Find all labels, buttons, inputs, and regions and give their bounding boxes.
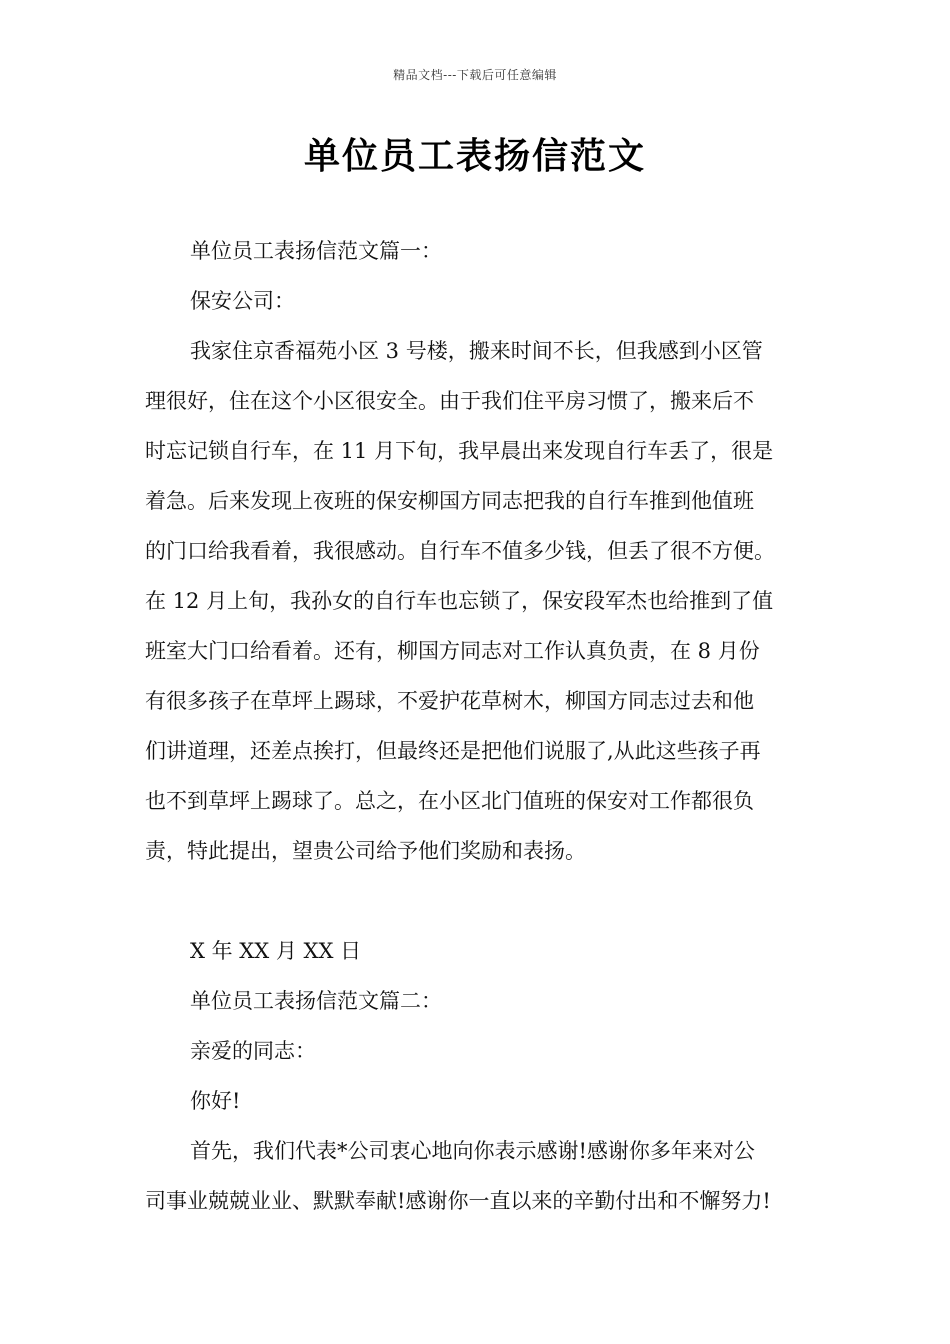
header-note: 精品文档---下载后可任意编辑 — [393, 68, 557, 82]
section-heading-one: 单位员工表扬信范文篇一： — [190, 239, 442, 263]
paragraph-line: 我家住京香福苑小区 3 号楼，搬来时间不长，但我感到小区管 — [190, 339, 763, 363]
paragraph-line: 也不到草坪上踢球了。总之，在小区北门值班的保安对工作都很负 — [145, 789, 754, 813]
paragraph-line: 的门口给我看着，我很感动。自行车不值多少钱，但丢了很不方便。 — [145, 539, 775, 563]
salutation-two: 亲爱的同志： — [190, 1039, 316, 1063]
section-heading-two: 单位员工表扬信范文篇二： — [190, 989, 442, 1013]
paragraph-line: 们讲道理，还差点挨打，但最终还是把他们说服了,从此这些孩子再 — [145, 739, 761, 763]
paragraph-line: 班室大门口给看着。还有，柳国方同志对工作认真负责，在 8 月份 — [145, 639, 760, 663]
paragraph-line: 责，特此提出，望贵公司给予他们奖励和表扬。 — [145, 839, 586, 863]
paragraph-line: 在 12 月上旬，我孙女的自行车也忘锁了，保安段军杰也给推到了值 — [145, 589, 774, 613]
paragraph-line: 司事业兢兢业业、默默奉献!感谢你一直以来的辛勤付出和不懈努力! — [145, 1189, 771, 1213]
document-body — [145, 226, 825, 1226]
paragraph-line: 有很多孩子在草坪上踢球，不爱护花草树木，柳国方同志过去和他 — [145, 689, 754, 713]
paragraph-line: 理很好，住在这个小区很安全。由于我们住平房习惯了，搬来后不 — [145, 389, 754, 413]
greeting-line: 你好! — [190, 1089, 241, 1113]
salutation-one: 保安公司： — [190, 289, 295, 313]
paragraph-line: 首先，我们代表*公司衷心地向你表示感谢!感谢你多年来对公 — [190, 1139, 755, 1163]
paragraph-line: 着急。后来发现上夜班的保安柳国方同志把我的自行车推到他值班 — [145, 489, 754, 513]
date-line: X 年 XX 月 XX 日 — [190, 939, 362, 963]
paragraph-line: 时忘记锁自行车，在 11 月下旬，我早晨出来发现自行车丢了，很是 — [145, 439, 774, 463]
paragraph-gap — [145, 876, 825, 926]
page-title: 单位员工表扬信范文 — [303, 135, 646, 177]
